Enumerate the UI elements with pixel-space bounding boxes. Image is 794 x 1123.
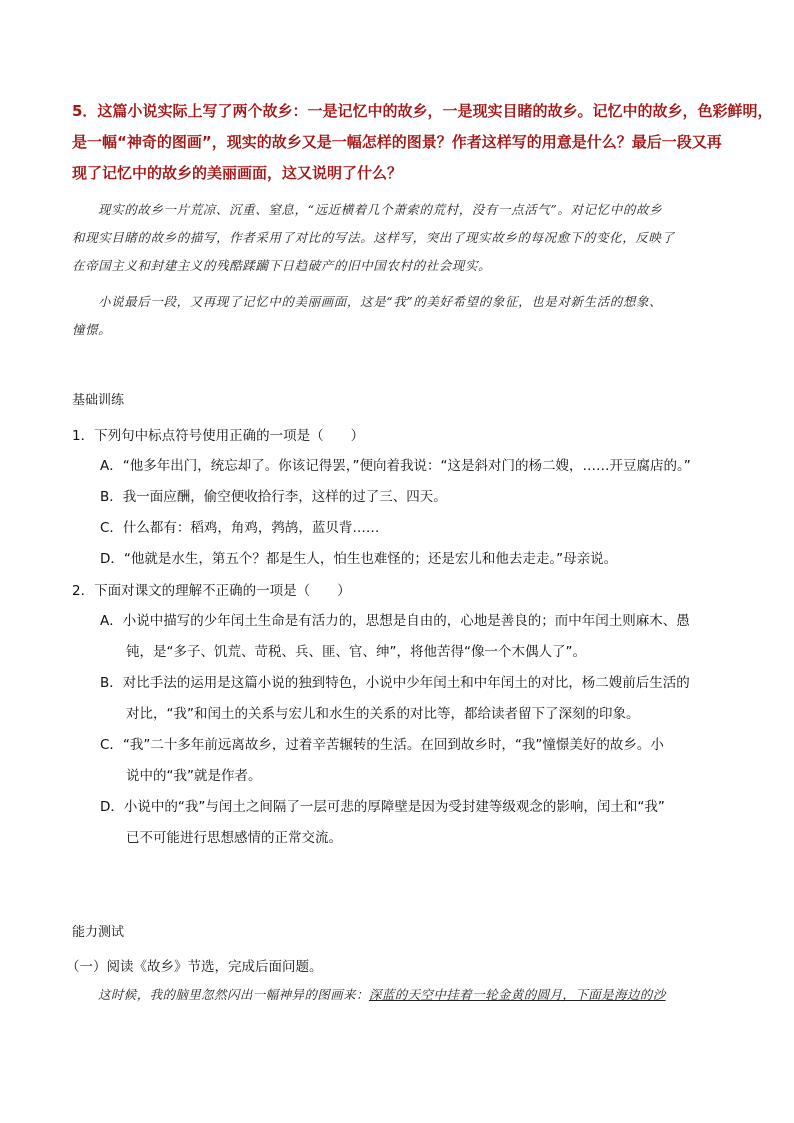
answer-1-line-3: 在帝国主义和封建主义的残酷蹂躏下日趋破产的旧中国农村的社会现实。 xyxy=(72,258,492,273)
question-5-line-2: 是一幅“神奇的图画”，现实的故乡又是一幅怎样的图景？作者这样写的用意是什么？最后一段又再 xyxy=(72,133,722,151)
reading-passage xyxy=(72,985,732,1005)
question-1-option-d: D．“他就是水生，第五个？都是生人，怕生也难怪的；还是宏儿和他去走走。”母亲说。 xyxy=(100,551,618,567)
question-2-option-c-line-2: 说中的“我”就是作者。 xyxy=(126,768,262,784)
reading-passage-lead: 这时候，我的脑里忽然闪出一幅神异的图画来： xyxy=(98,987,369,1002)
question-1-option-b: B．我一面应酬，偷空便收拾行李，这样的过了三、四天。 xyxy=(100,489,447,505)
question-2-options xyxy=(100,606,730,854)
question-2-option-a-line-2: 钝，是“多子、饥荒、苛税、兵、匪、官、绅”，将他苦得“像一个木偶人了”。 xyxy=(126,644,586,660)
question-1-option-c: C．什么都有：稻鸡，角鸡，鹁鸪，蓝贝背…… xyxy=(100,520,380,536)
question-2-option-b-line-1: B．对比手法的运用是这篇小说的独到特色，小说中少年闰土和中年闰土的对比，杨二嫂前后生活的 xyxy=(100,675,690,691)
section-heading-ability-test: 能力测试 xyxy=(72,925,125,940)
answer-1-line-1: 现实的故乡一片荒凉、沉重、窒息，“远近横着几个萧索的荒村，没有一点活气”。对记忆中的故乡 xyxy=(98,202,663,217)
answer-1-line-2: 和现实目睹的故乡的描写，作者采用了对比的写法。这样写，突出了现实故乡的每况愈下的变化，反映了 xyxy=(72,230,675,245)
question-1-option-a: A．“他多年出门，统忘却了。你该记得罢，”便向着我说：“这是斜对门的杨二嫂，……开豆腐店的。” xyxy=(100,458,691,474)
question-5 xyxy=(72,96,773,189)
section-heading-basic-training: 基础训练 xyxy=(72,393,125,408)
answer-paragraph-2 xyxy=(72,288,728,344)
question-2-option-d-line-1: D．小说中的“我”与闰土之间隔了一层可悲的厚障壁是因为受封建等级观念的影响，闰土和“我” xyxy=(100,799,665,815)
question-1-options xyxy=(100,451,730,575)
question-5-line-1: 5．这篇小说实际上写了两个故乡：一是记忆中的故乡，一是现实目睹的故乡。记忆中的故乡，色彩鲜明， xyxy=(72,102,773,120)
reading-part-1-instruction: （一）阅读《故乡》节选，完成后面问题。 xyxy=(66,959,323,975)
question-2-option-a-line-1: A．小说中描写的少年闰土生命是有活力的，思想是自由的，心地是善良的；而中年闰土则麻木、愚 xyxy=(100,613,690,629)
answer-2-line-2: 憧憬。 xyxy=(72,322,112,337)
question-2-option-d-line-2: 已不可能进行思想感情的正常交流。 xyxy=(126,830,342,846)
reading-passage-underlined: 深蓝的天空中挂着一轮金黄的圆月，下面是海边的沙 xyxy=(368,987,666,1002)
answer-2-line-1: 小说最后一段，又再现了记忆中的美丽画面，这是“我”的美好希望的象征，也是对新生活的想象、 xyxy=(98,294,663,309)
question-5-line-3: 现了记忆中的故乡的美丽画面，这又说明了什么？ xyxy=(72,164,403,182)
question-1-stem: 1．下列句中标点符号使用正确的一项是（ ） xyxy=(72,428,365,444)
question-2-option-c-line-1: C．“我”二十多年前远离故乡，过着辛苦辗转的生活。在回到故乡时，“我”憧憬美好的故乡。小 xyxy=(100,737,664,753)
question-2-stem: 2．下面对课文的理解不正确的一项是（ ） xyxy=(72,583,351,599)
answer-paragraph-1 xyxy=(72,196,728,280)
question-2-option-b-line-2: 对比，“我”和闰土的关系与宏儿和水生的关系的对比等，都给读者留下了深刻的印象。 xyxy=(126,706,640,722)
